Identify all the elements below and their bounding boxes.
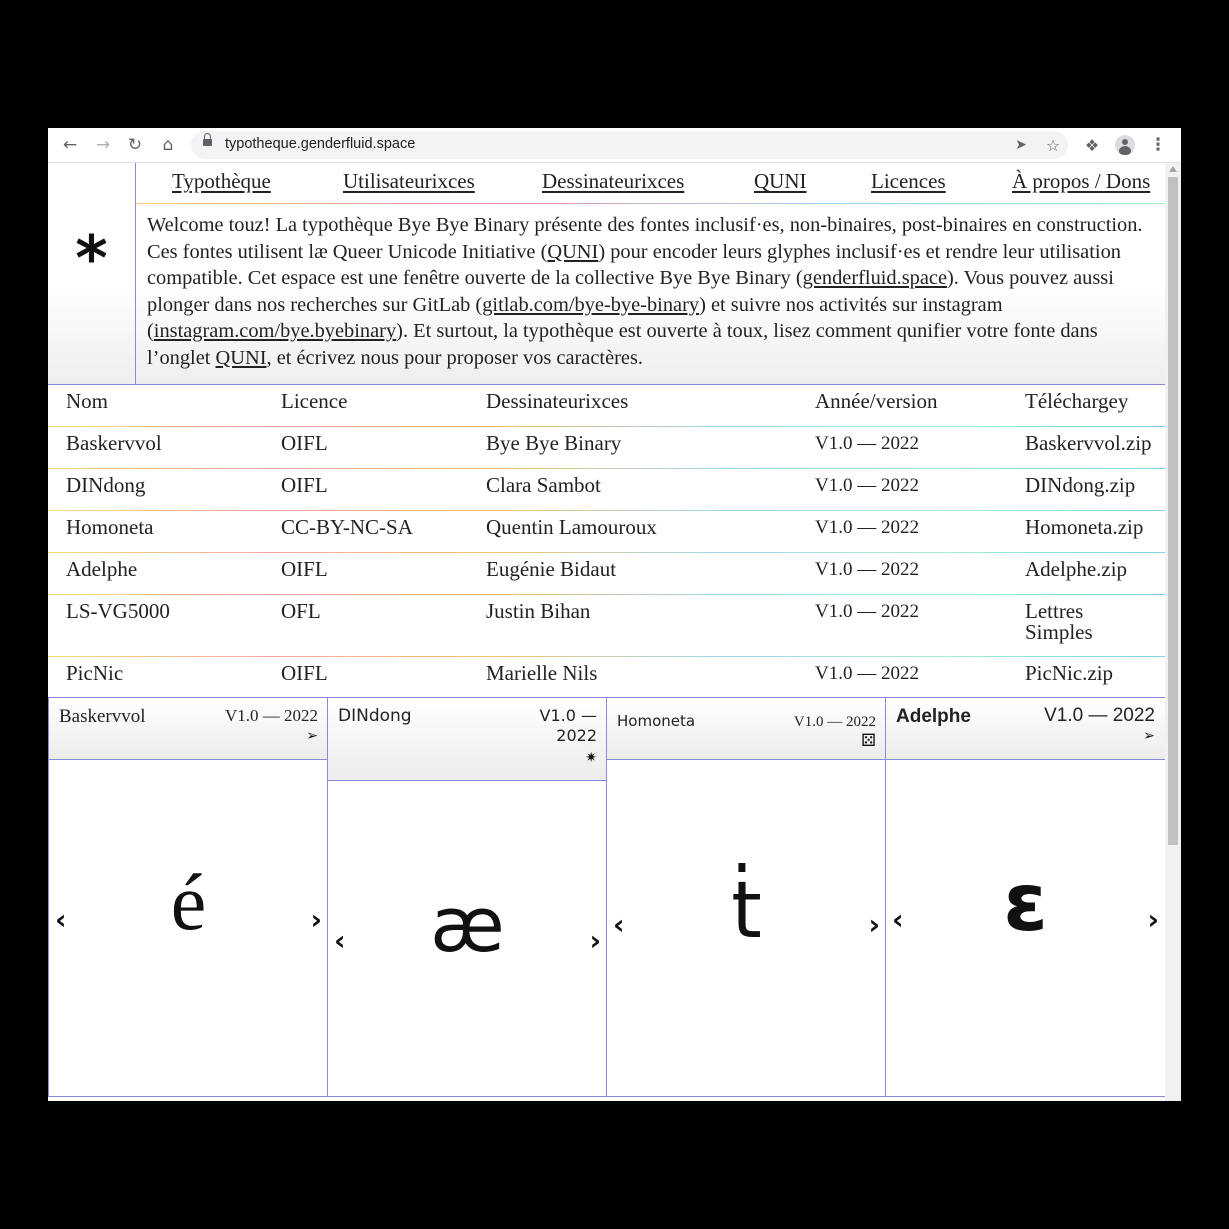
main-nav: [136, 163, 1165, 204]
font-card: [606, 697, 887, 1097]
font-version: V1.0 — 2022: [815, 663, 919, 684]
download-link[interactable]: Homoneta.zip: [1025, 515, 1144, 539]
font-designer: Justin Bihan: [486, 599, 591, 623]
font-name[interactable]: Homoneta: [66, 515, 154, 539]
forward-arrow-icon[interactable]: →: [95, 135, 111, 155]
address-bar[interactable]: [191, 131, 1068, 159]
font-licence: OIFL: [281, 661, 328, 685]
browser-toolbar: [48, 128, 1181, 163]
font-version: V1.0 — 2022: [815, 517, 919, 538]
font-licence: CC-BY-NC-SA: [281, 515, 413, 539]
font-licence: OIFL: [281, 557, 328, 581]
header-licence: Licence: [281, 389, 348, 413]
card-header: [886, 698, 1165, 760]
font-designer: Marielle Nils: [486, 661, 598, 685]
prev-glyph-button[interactable]: ‹: [613, 908, 625, 941]
lock-icon[interactable]: [203, 139, 212, 146]
asterisk-logo-icon[interactable]: *: [75, 221, 108, 295]
card-font-name: Homoneta: [617, 712, 696, 730]
url-text: typotheque.genderfluid.space: [225, 136, 416, 152]
arrow-right-icon: ➢: [1143, 728, 1155, 744]
card-font-name: Adelphe: [896, 706, 971, 727]
next-glyph-button[interactable]: ›: [589, 924, 601, 957]
card-version: V1.0 — 2022: [793, 714, 876, 730]
font-version: V1.0 — 2022: [815, 559, 919, 580]
star-icon[interactable]: ☆: [1045, 135, 1061, 155]
table-row[interactable]: [48, 469, 1165, 511]
font-designer: Quentin Lamouroux: [486, 515, 657, 539]
font-version: V1.0 — 2022: [815, 475, 919, 496]
intro-fragment: ). Vous pouvez aussi plonger dans nos recherches sur GitLab (: [147, 267, 1114, 316]
logo-cell: [48, 163, 136, 384]
font-designer: Bye Bye Binary: [486, 431, 622, 455]
font-licence: OIFL: [281, 431, 328, 455]
download-link[interactable]: DINdong.zip: [1025, 473, 1136, 497]
browser-window: [48, 128, 1181, 1101]
nav-licences[interactable]: Licences: [871, 169, 946, 193]
next-glyph-button[interactable]: ›: [310, 903, 322, 936]
arrow-right-icon: ➢: [306, 728, 318, 744]
nav-utilisateurixces[interactable]: Utilisateurixces: [343, 169, 475, 193]
send-icon[interactable]: ➤: [1015, 137, 1027, 153]
quni-tab-link[interactable]: QUNI: [215, 346, 267, 369]
header-nom: Nom: [66, 389, 108, 413]
star-burst-icon: ✷: [585, 750, 597, 766]
font-name[interactable]: DINdong: [66, 473, 146, 497]
nav-a-propos-dons[interactable]: À propos / Dons: [1012, 169, 1151, 193]
nav-dessinateurixces[interactable]: Dessinateurixces: [542, 169, 685, 193]
intro-fragment: , et écrivez nous pour proposer vos caractères.: [266, 346, 643, 369]
glyph-preview: ṫ: [731, 866, 762, 956]
header-annee-version: Année/version: [815, 389, 938, 413]
next-glyph-button[interactable]: ›: [1147, 903, 1159, 936]
home-icon[interactable]: ⌂: [162, 135, 174, 155]
font-name[interactable]: Baskervvol: [66, 431, 162, 455]
back-arrow-icon[interactable]: ←: [62, 135, 78, 155]
download-link[interactable]: Baskervvol.zip: [1025, 431, 1152, 455]
card-version: V1.0 — 2022: [224, 706, 318, 725]
next-glyph-button[interactable]: ›: [868, 908, 880, 941]
download-link[interactable]: Lettres Simples: [1025, 599, 1093, 644]
menu-icon[interactable]: ⋮: [1149, 135, 1167, 155]
card-version: V1.0 — 2022: [1044, 705, 1155, 726]
table-row[interactable]: [48, 657, 1165, 699]
reload-icon[interactable]: ↻: [127, 135, 143, 155]
font-name[interactable]: PicNic: [66, 661, 124, 685]
dice-icon: ⚄: [861, 731, 876, 751]
card-font-name: DINdong: [338, 706, 412, 726]
font-card: [885, 697, 1165, 1097]
glyph-preview: æ: [430, 880, 505, 969]
card-header: [49, 698, 328, 760]
header-telechargey: Téléchargey: [1025, 389, 1129, 413]
page-header: [48, 163, 1165, 385]
intro-text: [147, 212, 1147, 371]
prev-glyph-button[interactable]: ‹: [55, 903, 67, 936]
table-row[interactable]: [48, 427, 1165, 469]
scroll-up-icon[interactable]: [1169, 166, 1177, 172]
header-dessinateurixces: Dessinateurixces: [486, 389, 629, 413]
card-version: V1.0 — 2022: [539, 706, 597, 745]
card-header: [328, 698, 607, 781]
intro-fragment: Welcome touz! La typothèque Bye Bye Binary présente des fontes inclusif·es, non-binaires, post-binaires en construction. Ces fontes utilisent læ Queer Unicode Initiative (: [147, 214, 1143, 263]
quni-link[interactable]: QUNI: [547, 240, 599, 263]
scroll-thumb[interactable]: [1168, 177, 1178, 845]
font-designer: Clara Sambot: [486, 473, 601, 497]
extensions-icon[interactable]: ❖: [1084, 135, 1100, 155]
font-licence: OIFL: [281, 473, 328, 497]
table-row[interactable]: [48, 553, 1165, 595]
card-font-name: Baskervvol: [59, 706, 146, 727]
nav-typotheque[interactable]: Typothèque: [172, 169, 271, 193]
table-row[interactable]: [48, 595, 1165, 657]
font-designer: Eugénie Bidaut: [486, 557, 617, 581]
vertical-scrollbar[interactable]: [1165, 163, 1181, 1101]
instagram-link[interactable]: instagram.com/bye.byebinary: [153, 320, 397, 342]
card-header: [607, 698, 886, 760]
prev-glyph-button[interactable]: ‹: [892, 903, 904, 936]
profile-icon[interactable]: [1113, 133, 1137, 157]
table-header-row: [48, 385, 1165, 427]
table-row[interactable]: [48, 511, 1165, 553]
gitlab-link[interactable]: gitlab.com/bye-bye-binary: [482, 293, 700, 316]
font-name[interactable]: LS-VG5000: [66, 599, 170, 623]
font-cards: [48, 697, 1165, 1101]
font-card: [327, 697, 608, 1097]
font-card: [48, 697, 329, 1097]
font-version: V1.0 — 2022: [815, 433, 919, 454]
web-page: [48, 163, 1165, 1101]
glyph-preview: ɛ: [1003, 856, 1048, 949]
fonts-table: [48, 385, 1165, 699]
intro-fragment: ) et suivre nos activités sur instagram (: [147, 293, 1003, 342]
glyph-preview: é: [170, 859, 207, 947]
intro-fragment: ). Et surtout, la typothèque est ouverte à toux, lisez comment qunifier votre fonte dans l’onglet: [147, 320, 1098, 369]
prev-glyph-button[interactable]: ‹: [334, 924, 346, 957]
download-link[interactable]: PicNic.zip: [1025, 661, 1114, 685]
nav-quni[interactable]: QUNI: [754, 169, 807, 193]
font-version: V1.0 — 2022: [815, 601, 919, 622]
font-licence: OFL: [281, 599, 321, 623]
font-name[interactable]: Adelphe: [66, 557, 138, 581]
download-link[interactable]: Adelphe.zip: [1025, 557, 1128, 581]
intro-fragment: ) pour encoder leurs glyphes inclusif·es et rendre leur utilisation compatible. Cet espace est une fenêtre ouverte de la collective Bye Bye Binary (: [147, 240, 1121, 289]
genderfluid-link[interactable]: genderfluid.space: [802, 267, 948, 289]
